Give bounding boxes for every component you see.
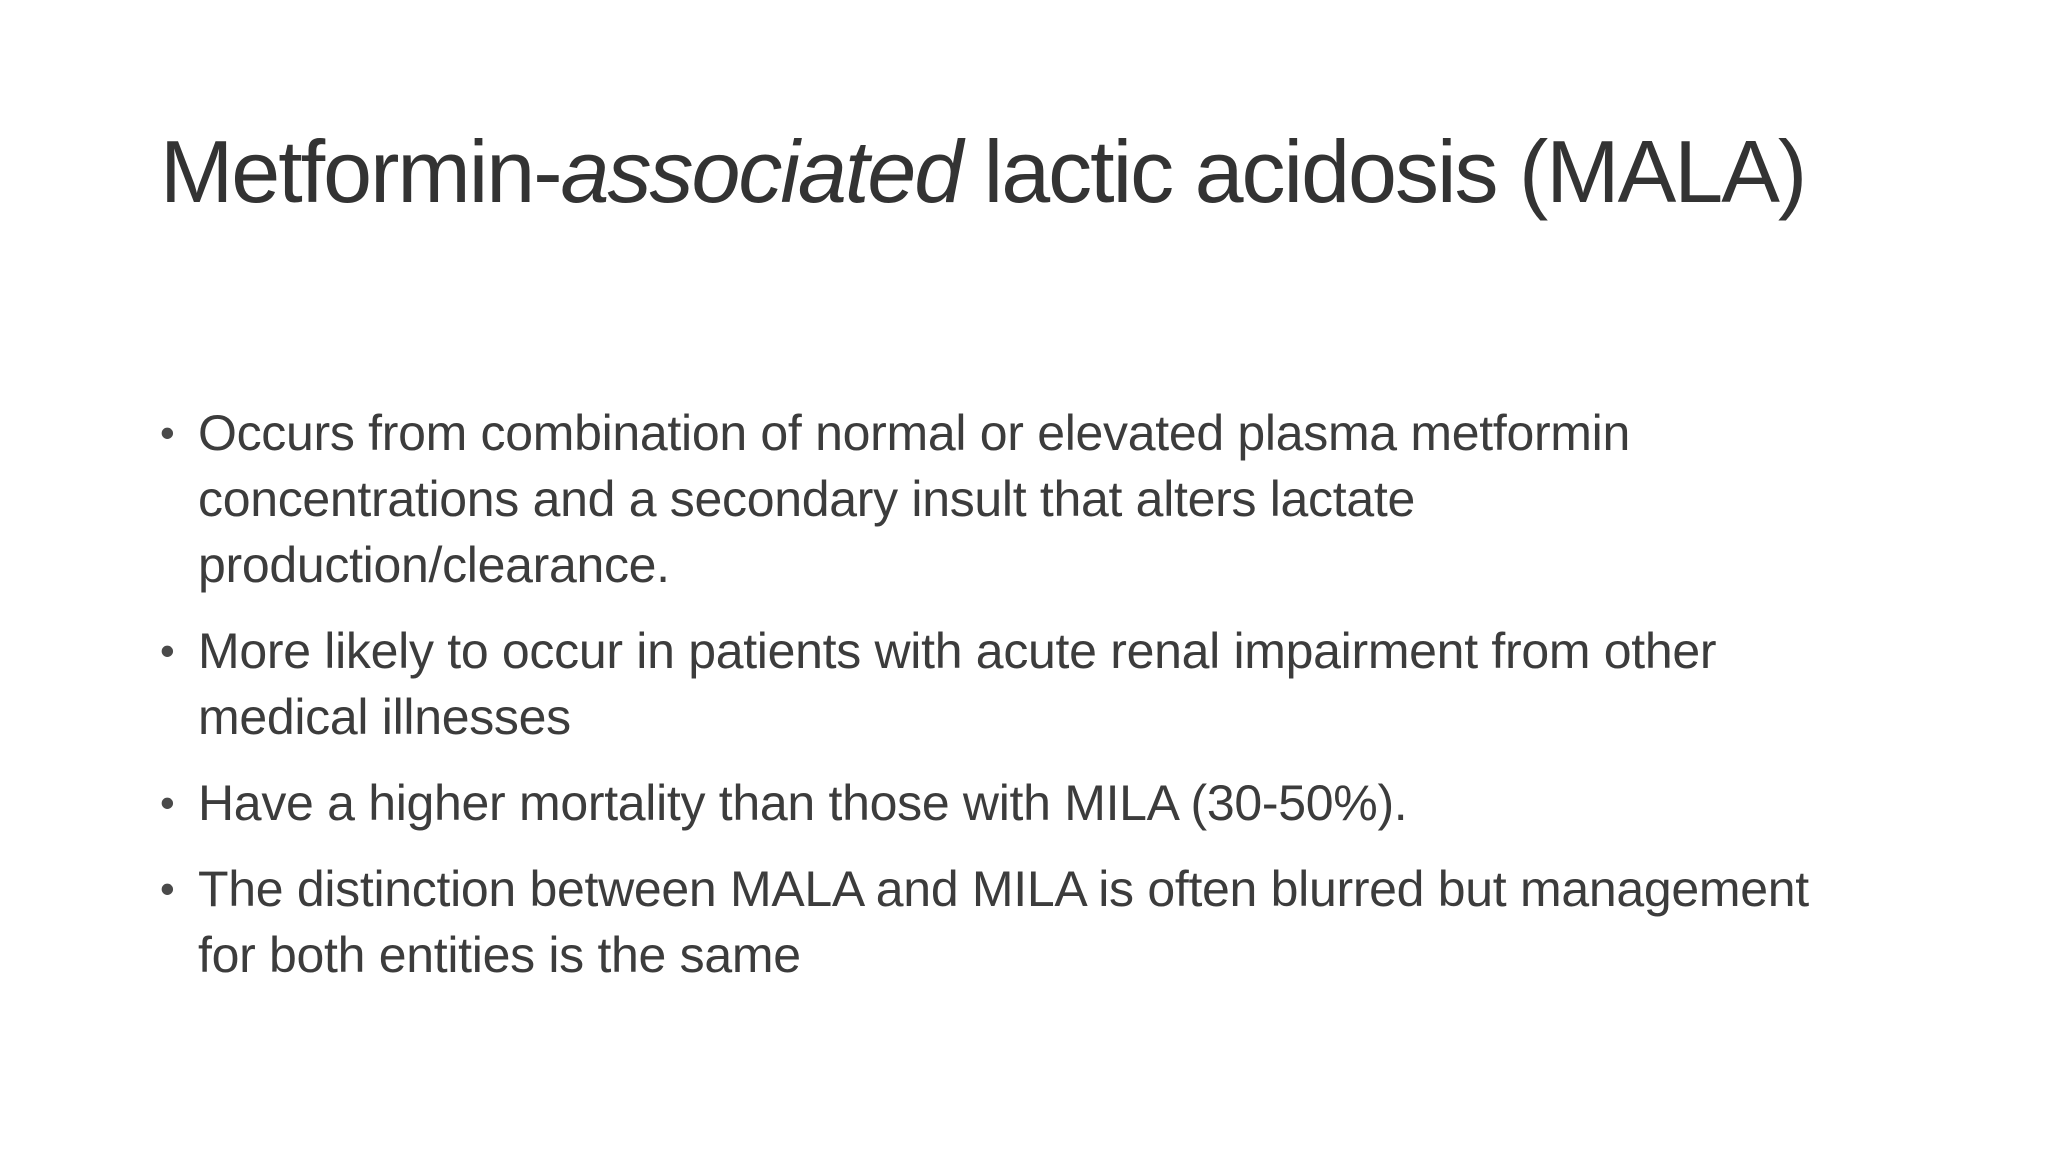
bullet-icon: • [160, 627, 175, 674]
bullet-icon: • [160, 779, 175, 826]
bullet-item [160, 856, 1860, 988]
bullet-icon: • [160, 409, 175, 456]
bullet-icon: • [160, 865, 175, 912]
bullet-item [160, 618, 1860, 750]
bullet-text: The distinction between MALA and MILA is often blurred but management for both entities is the same [198, 861, 1809, 983]
bullet-text: Have a higher mortality than those with MILA (30-50%). [198, 775, 1408, 831]
bullet-item [160, 400, 1860, 598]
bullet-text: More likely to occur in patients with acute renal impairment from other medical illnesses [198, 623, 1717, 745]
title-italic-word: associated [560, 122, 962, 221]
slide-title [160, 118, 1920, 226]
title-suffix: lactic acidosis (MALA) [961, 122, 1806, 221]
bullet-text: Occurs from combination of normal or elevated plasma metformin concentrations and a secondary insult that alters lactate production/clearance. [198, 405, 1630, 593]
bullet-item [160, 770, 1860, 836]
title-prefix: Metformin- [160, 122, 561, 221]
bullet-list [160, 400, 1860, 1008]
